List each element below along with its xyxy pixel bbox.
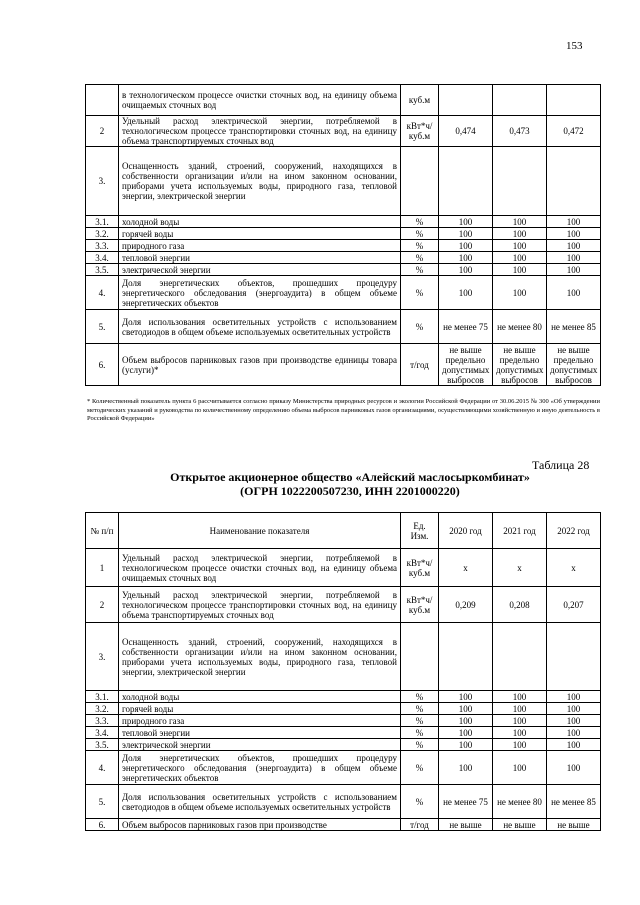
row-unit: % bbox=[401, 751, 439, 785]
row-value-2021: 100 bbox=[493, 727, 547, 739]
row-number: 1 bbox=[86, 549, 119, 587]
row-value-2021: 100 bbox=[493, 751, 547, 785]
row-value-2022: не выше bbox=[547, 819, 601, 831]
row-number: 3.5. bbox=[86, 264, 119, 276]
row-description: Оснащенность зданий, строений, сооружений, находящихся в собственности организации и/или на ином законном основании, приборами учета используемых воды, природного газа, тепловой энергии, электрической энергии bbox=[119, 147, 401, 216]
row-value-2020: 100 bbox=[439, 727, 493, 739]
header-2020: 2020 год bbox=[439, 513, 493, 549]
row-unit: % bbox=[401, 228, 439, 240]
table-row bbox=[86, 310, 601, 344]
row-value-2022: не выше предельно допустимых выбросов bbox=[547, 344, 601, 386]
row-value-2021: 100 bbox=[493, 240, 547, 252]
table-row bbox=[86, 264, 601, 276]
row-value-2020: 0,474 bbox=[439, 116, 493, 147]
row-number: 4. bbox=[86, 751, 119, 785]
row-number: 5. bbox=[86, 310, 119, 344]
table-row bbox=[86, 85, 601, 116]
row-value-2020: 100 bbox=[439, 252, 493, 264]
row-value-2020: 100 bbox=[439, 691, 493, 703]
row-number: 3.4. bbox=[86, 252, 119, 264]
row-value-2020: 100 bbox=[439, 228, 493, 240]
row-unit bbox=[401, 147, 439, 216]
row-description: Объем выбросов парниковых газов при производстве bbox=[119, 819, 401, 831]
row-unit: кВт*ч/куб.м bbox=[401, 587, 439, 623]
row-value-2020: 100 bbox=[439, 703, 493, 715]
row-value-2021: 100 bbox=[493, 691, 547, 703]
row-value-2021: 100 bbox=[493, 216, 547, 228]
table-row bbox=[86, 216, 601, 228]
row-value-2022: 100 bbox=[547, 739, 601, 751]
row-value-2020: 100 bbox=[439, 739, 493, 751]
row-unit: % bbox=[401, 691, 439, 703]
row-unit: % bbox=[401, 739, 439, 751]
row-number: 3.4. bbox=[86, 727, 119, 739]
row-value-2022: 100 bbox=[547, 691, 601, 703]
row-number: 3. bbox=[86, 623, 119, 691]
title-line-1: Открытое акционерное общество «Алейский маслосыркомбинат» bbox=[170, 470, 530, 484]
row-value-2022: 100 bbox=[547, 751, 601, 785]
header-num: № п/п bbox=[86, 513, 119, 549]
row-value-2021 bbox=[493, 623, 547, 691]
row-number: 3.1. bbox=[86, 216, 119, 228]
row-value-2021: 100 bbox=[493, 715, 547, 727]
row-value-2021 bbox=[493, 85, 547, 116]
row-description: горячей воды bbox=[119, 228, 401, 240]
table-2-body bbox=[86, 513, 601, 831]
row-value-2022: 0,207 bbox=[547, 587, 601, 623]
table-row bbox=[86, 116, 601, 147]
row-number: 3.2. bbox=[86, 228, 119, 240]
table-row bbox=[86, 623, 601, 691]
row-number: 4. bbox=[86, 276, 119, 310]
table-title bbox=[100, 470, 600, 498]
row-value-2022: 100 bbox=[547, 228, 601, 240]
row-unit: % bbox=[401, 264, 439, 276]
row-value-2021: 100 bbox=[493, 252, 547, 264]
row-description: Оснащенность зданий, строений, сооружений, находящихся в собственности организации и/или на ином законном основании, приборами учета используемых воды, природного газа, тепловой энергии, электрической энергии bbox=[119, 623, 401, 691]
table-row bbox=[86, 344, 601, 386]
row-value-2021: 100 bbox=[493, 276, 547, 310]
row-value-2022: х bbox=[547, 549, 601, 587]
row-number: 3.1. bbox=[86, 691, 119, 703]
row-value-2021: не выше предельно допустимых выбросов bbox=[493, 344, 547, 386]
table-label: Таблица 28 bbox=[532, 458, 590, 472]
row-value-2022: 100 bbox=[547, 252, 601, 264]
row-number: 2 bbox=[86, 587, 119, 623]
row-value-2020 bbox=[439, 623, 493, 691]
row-value-2022 bbox=[547, 85, 601, 116]
row-value-2020: 100 bbox=[439, 751, 493, 785]
row-number: 3.3. bbox=[86, 715, 119, 727]
table-row bbox=[86, 240, 601, 252]
table-row bbox=[86, 228, 601, 240]
row-value-2020: 100 bbox=[439, 276, 493, 310]
table-row bbox=[86, 549, 601, 587]
row-value-2022: не менее 85 bbox=[547, 785, 601, 819]
row-unit: % bbox=[401, 727, 439, 739]
row-value-2020: 100 bbox=[439, 216, 493, 228]
row-value-2022: 100 bbox=[547, 727, 601, 739]
row-description: холодной воды bbox=[119, 216, 401, 228]
row-description: Удельный расход электрической энергии, потребляемой в технологическом процессе транспортировки сточных вод, на единицу объема транспортируемых сточных вод bbox=[119, 116, 401, 147]
row-value-2022 bbox=[547, 623, 601, 691]
row-description: Удельный расход электрической энергии, потребляемой в технологическом процессе транспортировки сточных вод, на единицу объема транспортируемых сточных вод bbox=[119, 587, 401, 623]
row-value-2020 bbox=[439, 85, 493, 116]
row-description: природного газа bbox=[119, 715, 401, 727]
row-description: Доля использования осветительных устройств с использованием светодиодов в общем объеме используемых осветительных устройств bbox=[119, 310, 401, 344]
row-description: электрической энергии bbox=[119, 739, 401, 751]
row-value-2020: х bbox=[439, 549, 493, 587]
row-value-2020: 0,209 bbox=[439, 587, 493, 623]
row-number: 3. bbox=[86, 147, 119, 216]
row-value-2022: 100 bbox=[547, 276, 601, 310]
row-value-2020: 100 bbox=[439, 240, 493, 252]
table-1 bbox=[85, 84, 601, 386]
row-unit: кВт*ч/куб.м bbox=[401, 549, 439, 587]
row-description: Объем выбросов парниковых газов при производстве единицы товара (услуги)* bbox=[119, 344, 401, 386]
row-value-2021: не менее 80 bbox=[493, 785, 547, 819]
table-row bbox=[86, 739, 601, 751]
row-unit: % bbox=[401, 252, 439, 264]
row-description: горячей воды bbox=[119, 703, 401, 715]
row-value-2022: 100 bbox=[547, 703, 601, 715]
row-number: 3.5. bbox=[86, 739, 119, 751]
row-description: Доля энергетических объектов, прошедших процедуру энергетического обследования (энергоаудита) в общем объеме энергетических объектов bbox=[119, 751, 401, 785]
row-unit: кВт*ч/куб.м bbox=[401, 116, 439, 147]
row-unit: % bbox=[401, 310, 439, 344]
table-row bbox=[86, 252, 601, 264]
row-number: 3.3. bbox=[86, 240, 119, 252]
table-row bbox=[86, 276, 601, 310]
footnote: * Количественный показатель пункта 6 рассчитывается согласно приказу Министерства природных ресурсов и экологии Российской Федерации от 30.06.2015 № 300 «Об утверждении методических указаний и руководства по количественному определению объема выбросов парниковых газов организациями, осуществляющими хозяйственную и иную деятельность в Российской Федерации» bbox=[87, 398, 600, 422]
table-row bbox=[86, 587, 601, 623]
table-row bbox=[86, 715, 601, 727]
header-desc: Наименование показателя bbox=[119, 513, 401, 549]
row-value-2021: 100 bbox=[493, 228, 547, 240]
row-description: в технологическом процессе очистки сточных вод, на единицу объема очищаемых сточных вод bbox=[119, 85, 401, 116]
row-value-2022: 100 bbox=[547, 264, 601, 276]
row-value-2021: 0,473 bbox=[493, 116, 547, 147]
row-unit: % bbox=[401, 276, 439, 310]
row-description: тепловой энергии bbox=[119, 727, 401, 739]
row-number: 5. bbox=[86, 785, 119, 819]
page-number: 153 bbox=[566, 40, 583, 52]
table-row bbox=[86, 785, 601, 819]
row-unit: % bbox=[401, 785, 439, 819]
row-unit: куб.м bbox=[401, 85, 439, 116]
row-description: Удельный расход электрической энергии, потребляемой в технологическом процессе очистки сточных вод, на единицу объема очищаемых сточных вод bbox=[119, 549, 401, 587]
row-value-2022: 100 bbox=[547, 240, 601, 252]
row-unit: т/год bbox=[401, 344, 439, 386]
table-1-body bbox=[86, 85, 601, 386]
row-value-2022: 0,472 bbox=[547, 116, 601, 147]
row-number: 6. bbox=[86, 344, 119, 386]
row-unit: % bbox=[401, 240, 439, 252]
table-row bbox=[86, 703, 601, 715]
table-row bbox=[86, 147, 601, 216]
row-description: электрической энергии bbox=[119, 264, 401, 276]
row-number bbox=[86, 85, 119, 116]
row-number: 3.2. bbox=[86, 703, 119, 715]
row-value-2021: не выше bbox=[493, 819, 547, 831]
row-unit: % bbox=[401, 216, 439, 228]
header-2022: 2022 год bbox=[547, 513, 601, 549]
header-2021: 2021 год bbox=[493, 513, 547, 549]
row-value-2020: не выше bbox=[439, 819, 493, 831]
row-number: 2 bbox=[86, 116, 119, 147]
row-value-2020: 100 bbox=[439, 264, 493, 276]
table-row bbox=[86, 819, 601, 831]
row-description: природного газа bbox=[119, 240, 401, 252]
row-value-2021: х bbox=[493, 549, 547, 587]
row-value-2020: не выше предельно допустимых выбросов bbox=[439, 344, 493, 386]
row-unit: % bbox=[401, 715, 439, 727]
row-unit bbox=[401, 623, 439, 691]
row-unit: % bbox=[401, 703, 439, 715]
row-value-2022: 100 bbox=[547, 715, 601, 727]
row-value-2022: 100 bbox=[547, 216, 601, 228]
row-description: Доля энергетических объектов, прошедших процедуру энергетического обследования (энергоаудита) в общем объеме энергетических объектов bbox=[119, 276, 401, 310]
row-description: Доля использования осветительных устройств с использованием светодиодов в общем объеме используемых осветительных устройств bbox=[119, 785, 401, 819]
table-row bbox=[86, 727, 601, 739]
row-value-2021: 100 bbox=[493, 703, 547, 715]
row-value-2020: не менее 75 bbox=[439, 310, 493, 344]
row-value-2020: не менее 75 bbox=[439, 785, 493, 819]
row-value-2021: 100 bbox=[493, 739, 547, 751]
row-value-2021: не менее 80 bbox=[493, 310, 547, 344]
table-2 bbox=[85, 512, 601, 831]
row-description: холодной воды bbox=[119, 691, 401, 703]
row-value-2022 bbox=[547, 147, 601, 216]
row-unit: т/год bbox=[401, 819, 439, 831]
row-number: 6. bbox=[86, 819, 119, 831]
row-value-2021 bbox=[493, 147, 547, 216]
row-value-2022: не менее 85 bbox=[547, 310, 601, 344]
header-unit: Ед. Изм. bbox=[401, 513, 439, 549]
row-description: тепловой энергии bbox=[119, 252, 401, 264]
table-header-row bbox=[86, 513, 601, 549]
row-value-2020: 100 bbox=[439, 715, 493, 727]
row-value-2020 bbox=[439, 147, 493, 216]
row-value-2021: 100 bbox=[493, 264, 547, 276]
table-row bbox=[86, 691, 601, 703]
table-row bbox=[86, 751, 601, 785]
row-value-2021: 0,208 bbox=[493, 587, 547, 623]
title-line-2: (ОГРН 1022200507230, ИНН 2201000220) bbox=[240, 484, 460, 498]
